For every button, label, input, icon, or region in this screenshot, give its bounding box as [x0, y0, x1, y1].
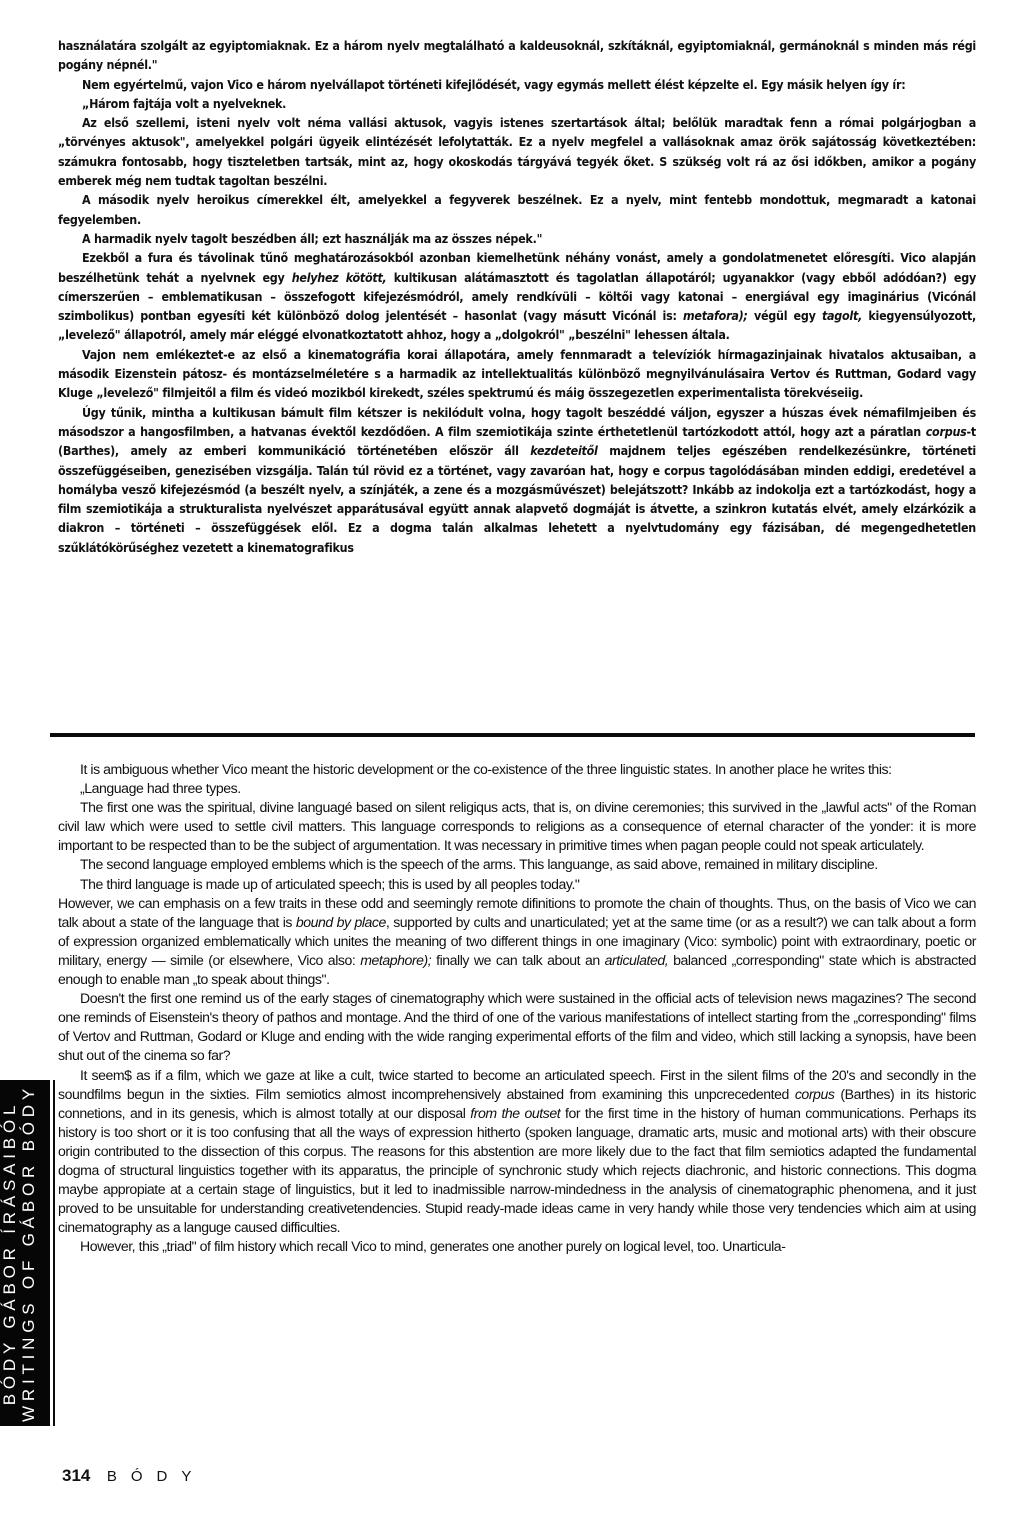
hungarian-paragraph: Az első szellemi, isteni nyelv volt néma vallási aktusok, vagyis istenes szertartások által; belőlük maradtak fenn a római polgárjogban a „törvényes aktusok", amelyekkel polgári ügyeik elintézését lefolytatták. Ez a nyelv megfelel a vallásoknak amaz örök sajátosság következtében: számukra fontosabb, hogy tiszteletben tartsák, mint az, hogy okoskodás tárgyává tegyék őket. S szükség volt rá az ősi időkben, amikor a pogány emberek még nem tudtak tagoltan beszélni. — [58, 115, 976, 189]
text-run: balanced „corresponding" state which is abstracted enough to enable man „to speak about things". — [58, 951, 977, 988]
text-run: (Barthes) in its historic connetions, and in its genesis, which is almost totally at our disposal — [58, 1085, 976, 1121]
english-paragraph: Doesn't the first one remind us of the early stages of cinematography which were sustained in the official acts of television news magazines? The second one reminds of Eisenstein's theory of pathos and montage. And the third of one of the various manifestations of intellect starting from the „corresponding" films of Vertov and Ruttman, Godard or Kluge and ending with the wide ranging experimental efforts of the film and video, which still lacking a synopsis, have been shut out of the cinema so far? — [58, 990, 976, 1064]
italic-emphasis: corpus — [794, 1085, 835, 1102]
text-run: finally we can talk about an — [431, 951, 605, 968]
hungarian-paragraph — [58, 403, 976, 557]
italic-emphasis: corpus — [925, 423, 967, 439]
italic-emphasis: tagolt, — [821, 308, 863, 324]
italic-emphasis: bound by place — [295, 913, 386, 930]
english-paragraph: The third language is made up of articulated speech; this is used by all peoples today." — [80, 875, 580, 892]
text-run: However, we can emphasis on a few traits in these odd and seemingly remote difinitions to promote the chain of thoughts. Thus, on the basis of Vico we can talk about a state of the language that is — [58, 894, 976, 930]
text-run: majdnem teljes egészében rendelkezésünkre, történeti összefüggéseiben, genezisében vizsgálja. Talán túl rövid ez a történet, vagy zavaróan hat, hogy e corpus tagolódásában minden eddigi, eredetével a homályba vesző kifejezésmód (a beszélt nyelv, a színjáték, a zene és a mozgásművészet) belejátszott? Inkább az indokolja ezt a tartózkodást, hogy a film szemiotikája a strukturalista nyelvészet apparátusával együtt annak alapvető dogmáját is átvette, a szinkron kutatás elvét, amely elzárkózik a diakron – történeti – összefüggések elől. Ez a dogma talán alkalmas lehetett a nyelvtudomány egy fázisában, dé megengedhetetlen szűklátókörűséghez vezetett a kinematografikus — [58, 443, 976, 555]
sidebar-vertical-rule — [53, 1080, 55, 1426]
hungarian-text-block — [58, 36, 976, 557]
italic-emphasis: articulated, — [604, 951, 669, 968]
english-paragraph: It is ambiguous whether Vico meant the historic development or the co-existence of the three linguistic states. In another place he writes this: — [80, 761, 892, 777]
english-paragraph: The first one was the spiritual, divine languagé based on silent religiqus acts, that is, on divine ceremonies; this survived in the „lawful acts" of the Roman civil law which were used to settle civil matters. This language corresponds to religions as a consequence of eternal character of the yonder: it is more important to be respected than to be the subject of argumentation. It was necessary in primitive times when pagan people could not speak articulately. — [58, 799, 976, 854]
text-run: It seem$ as if a film, which we gaze at like a cult, twice started to become an articulated speech. First in the silent films of the 20's and secondly in the soundfilms begun in the sixties. Film semiotics almost incomprehensively abstained from examining this unpcrecedented — [58, 1066, 976, 1102]
text-run: kultikusan alátámasztott és tagolatlan állapotáról; ugyanakkor (vagy ebből adódóan?) egy címerszerűen – emblematikusan – összefogott kifejezésmódról, amely rendkívüli – költői vagy katonai – energiával egy imaginárius (Vicónál szimbolikus) pontban egyesíti két különböző dolog jelentését – hasonlat (vagy másutt Vicónál is: — [58, 269, 976, 324]
sidebar-title-hungarian: BÓDY GÁBOR ÍRÁSAIBÓL — [0, 1100, 19, 1406]
hungarian-paragraph — [58, 248, 976, 344]
text-run: for the first time in the history of human communications. Perhaps its history is too short or it is too confusing that all the ways of expression hitherto (spoken language, dramatic arts, music and motional arts) with their obscure origin contributed to the dissection of this corpus. The reasons for this abstention are more likely due to the fact that film semiotics adapted the fundamental dogma of structural linguistics together with its apparatus, the principle of synchronic study which rejects diachronic, and historic connections. This dogma maybe appropiate at a certain stage of linguistics, but it led to inadmissible narrow-mindedness in the analysis of cinematographic phenomena, and it just proved to be unsuitable for understanding creativetendencies. Stupid ready-made ideas came in very handy while those very tendencies which aim at using cinematography as a languge caused difficulties. — [58, 1104, 976, 1236]
english-paragraph: The second language employed emblems which is the speech of the arms. This languange, as said above, remained in military discipline. — [80, 856, 878, 873]
page-footer — [62, 1466, 205, 1486]
italic-emphasis: from the outset — [470, 1104, 561, 1121]
italic-emphasis: helyhez kötött, — [291, 269, 387, 285]
hungarian-paragraph: A harmadik nyelv tagolt beszédben áll; ezt használják ma az összes népek." — [82, 230, 543, 246]
english-text-block — [58, 760, 976, 1256]
text-run: -t (Barthes), amely az emberi kommunikáció történetében először áll — [58, 423, 976, 459]
hungarian-paragraph: Vajon nem emlékeztet-e az első a kinematográfia korai állapotára, amely fennmaradt a televíziók hírmagazinjainak hivatalos aktusaiban, a második Eizenstein pátosz- és montázselméletére s a harmadik az intellektualitás különböző megnyilvánulásaira Vertov és Ruttman, Godard vagy Kluge „levelező" filmjeitől a film és videó mozikból kirekedt, széles spektrumú és máig összegezetlen experimentalista törekvéseiig. — [58, 346, 976, 401]
text-run: , supported by cults and unarticulated; yet at the same time (or as a result?) we can talk about a form of expression organized emblematically which unites the meaning of two different things in one imaginary (Vico: symbolic) point with extraordinary, poetic or military, energy — simile (or elsewhere, Vico also: — [58, 913, 976, 968]
hungarian-paragraph: A második nyelv heroikus címerekkel élt, amelyekkel a fegyverek beszélnek. Ez a nyelv, mint fentebb mondottuk, megmaradt a katonai fegyelemben. — [58, 192, 976, 227]
page-number: 314 — [62, 1466, 91, 1485]
english-quote-opening: „Language had three types. — [80, 780, 241, 797]
hungarian-quote-opening: „Három fajtája volt a nyelveknek. — [82, 95, 287, 111]
text-run: kiegyensúlyozott, „levelező" állapotról, amely már eléggé elvonatkoztatott ahhoz, hogy a „dolgokról" „beszélni" lehessen általa. — [58, 308, 977, 343]
english-paragraph: However, this „triad" of film history which recall Vico to mind, generates one another purely on logical level, too. Unarticula- — [80, 1238, 786, 1255]
sidebar-title — [0, 1080, 50, 1426]
english-paragraph — [58, 894, 976, 989]
running-head: BÓDY — [106, 1468, 206, 1485]
italic-emphasis: metafora); — [683, 308, 748, 324]
hungarian-paragraph: használatára szolgált az egyiptomiaknak. Ez a három nyelv megtalálható a kaldeusoknál, szkítáknál, egyiptomiaknál, germánoknál s minden más régi pogány népnél." — [58, 38, 976, 73]
text-run: Ezekből a fura és távolinak tűnő meghatározásokból azonban kiemelhetünk néhány vonást, amely a gondolatmenetet előresgíti. Vico alapján beszélhetünk tehát a nyelvnek egy — [58, 250, 976, 285]
text-run: végül egy — [747, 308, 822, 324]
english-paragraph — [58, 1066, 976, 1238]
sidebar-title-english: WRITINGS OF GÁBOR BÓDY — [19, 1084, 38, 1422]
hungarian-paragraph: Nem egyértelmű, vajon Vico e három nyelvállapot történeti kifejlődését, vagy egymás mellett élést képzelte el. Egy másik helyen így ír: — [82, 76, 906, 92]
text-run: Úgy tűnik, mintha a kultikusan bámult film kétszer is nekilódult volna, hogy tagolt beszéddé váljon, egyszer a húszas évek némafilmjeiben és másodszor a hangosfilmben, a hatvanas évektől kezdődően. A film szemiotikája szinte érthetetlenül tartózkodott attól, hogy azt a páratlan — [58, 404, 976, 439]
section-divider-rule — [50, 733, 975, 737]
italic-emphasis: metaphore); — [360, 951, 432, 968]
italic-emphasis: kezdeteitől — [530, 443, 598, 459]
